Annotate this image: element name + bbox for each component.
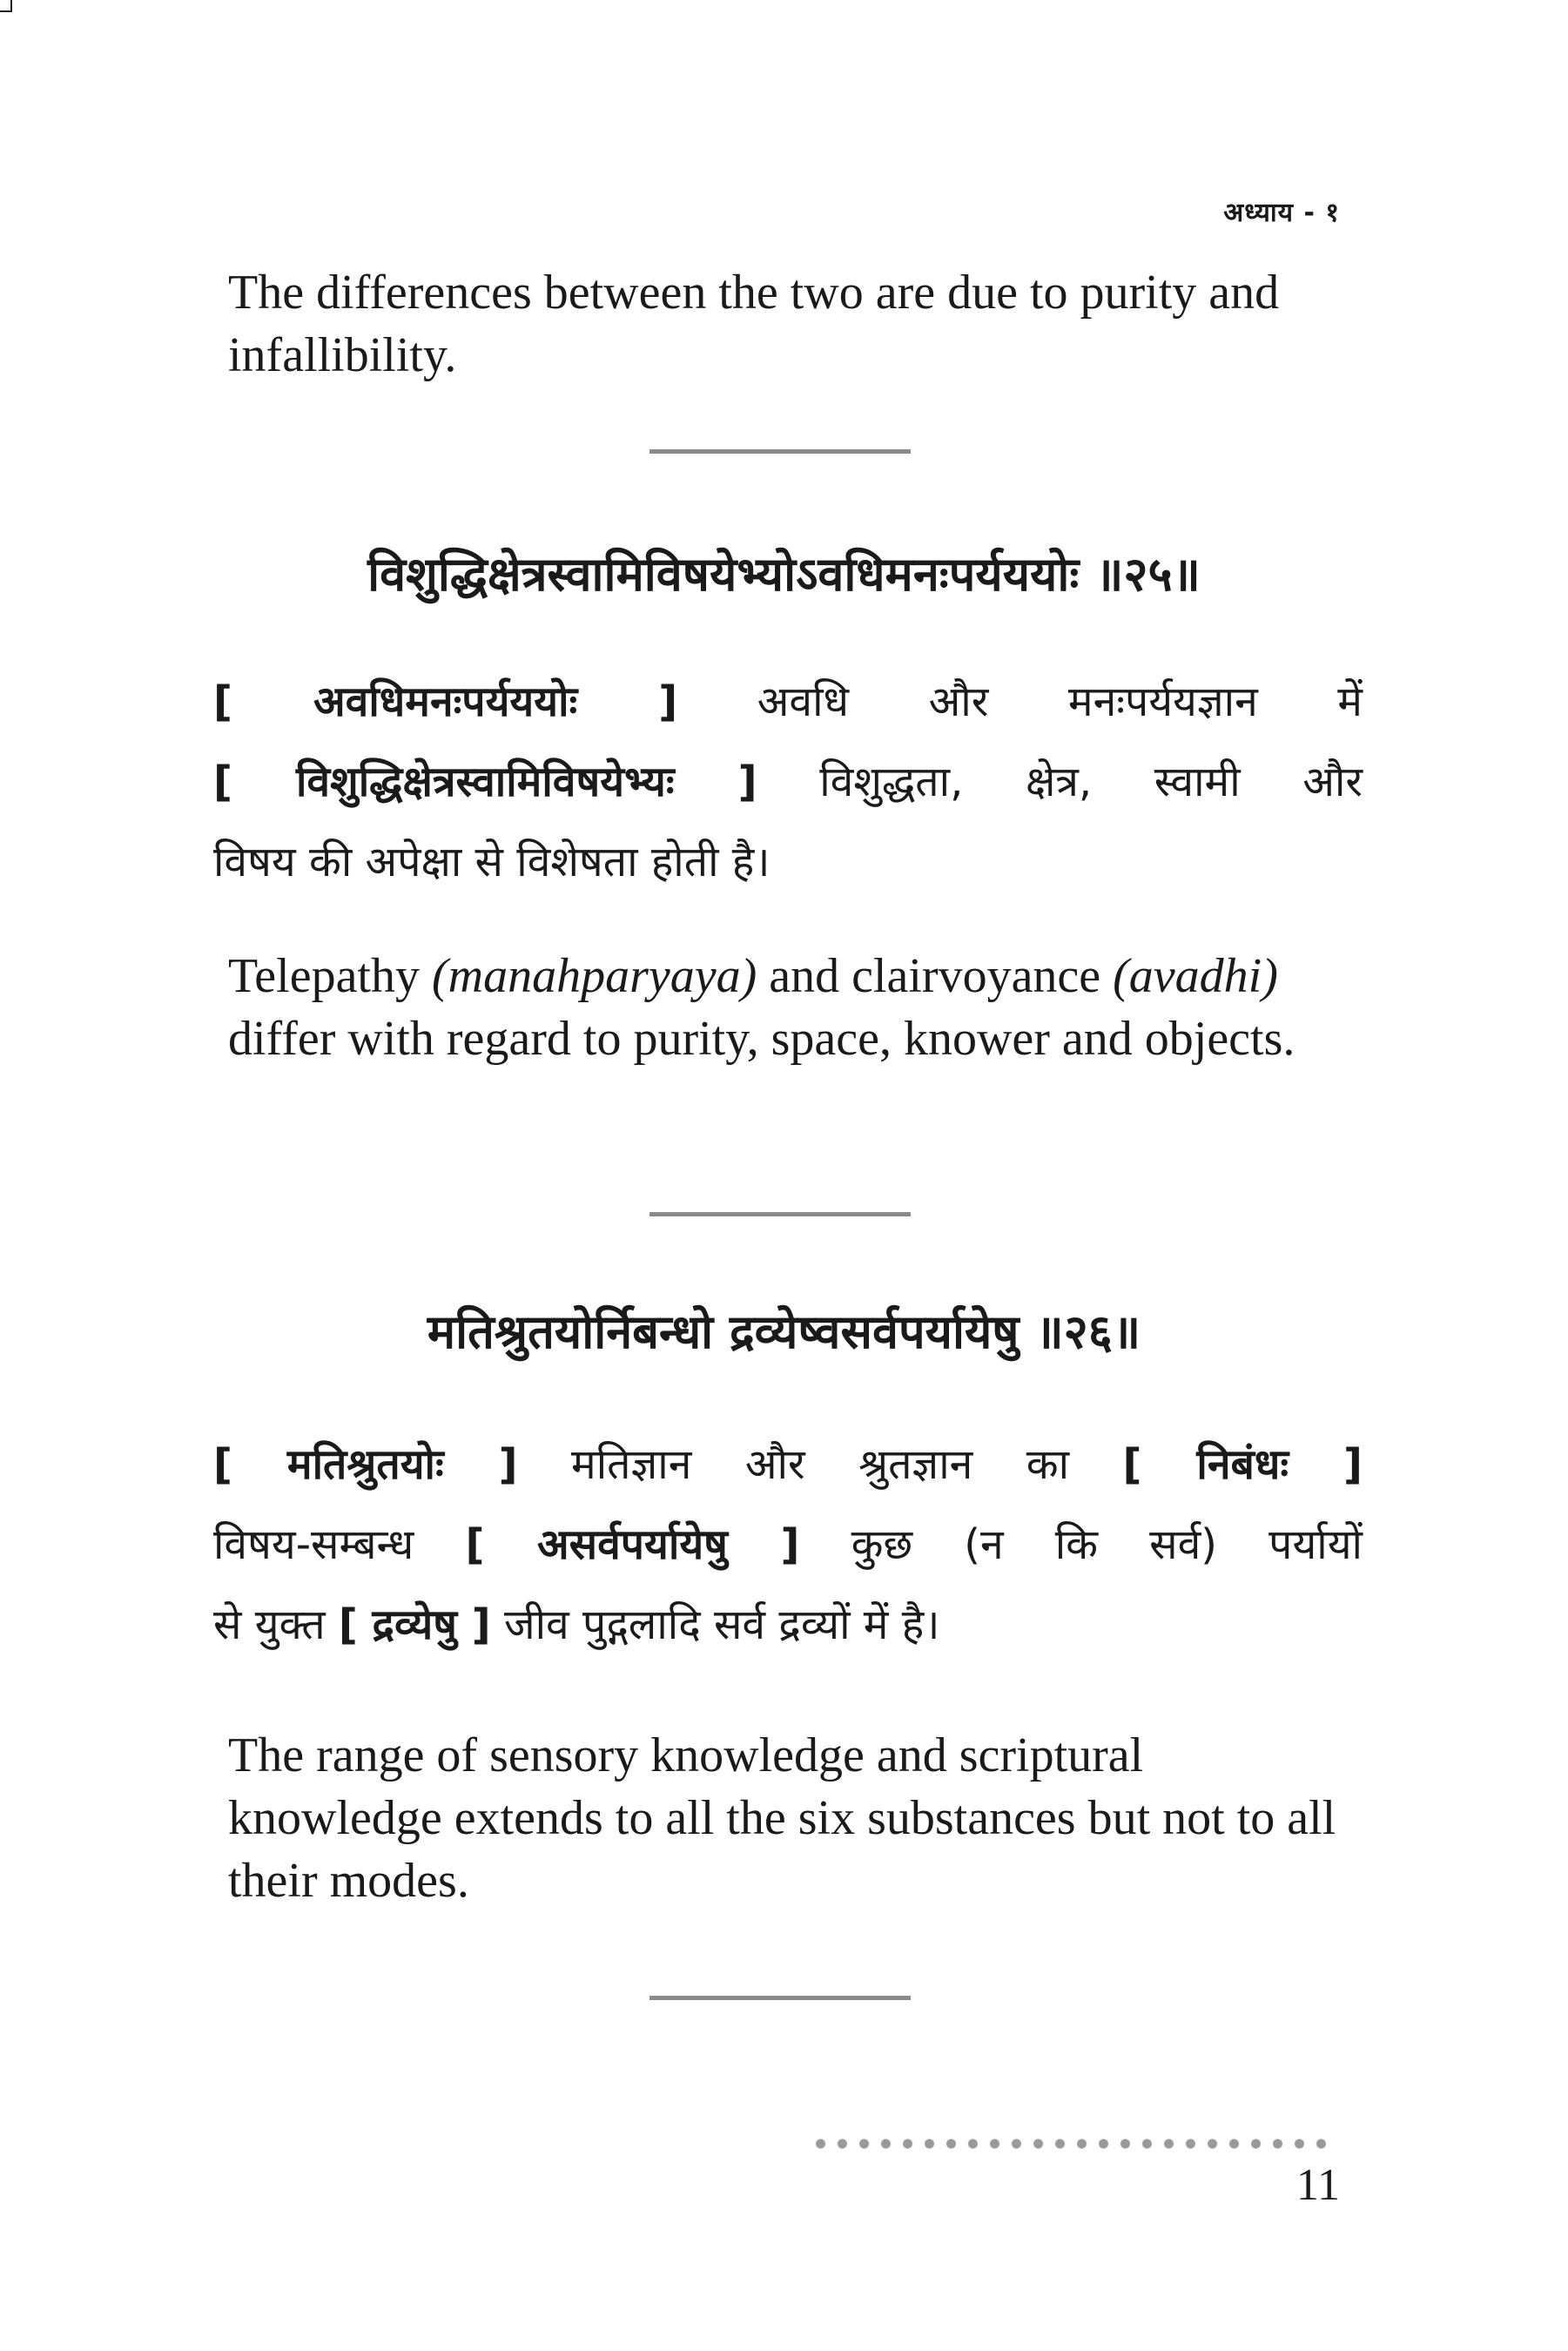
english-text: and clairvoyance — [757, 949, 1114, 1003]
term: [ द्रव्येषु ] — [338, 1600, 491, 1649]
term: [ अवधिमनःपर्यययोः ] — [213, 677, 678, 726]
italic-term: (manahparyaya) — [431, 949, 757, 1003]
sutra-26: मतिश्रुतयोर्निबन्धो द्रव्येष्वसर्वपर्यायेषु ॥२६॥ — [427, 1304, 1141, 1359]
section-divider — [649, 449, 911, 454]
hindi-line: विषय की अपेक्षा से विशेषता होती है। — [213, 838, 771, 886]
term: [ निबंधः ] — [1122, 1440, 1363, 1489]
hindi-line — [213, 1505, 1363, 1585]
english-text: Telepathy — [228, 949, 432, 1003]
term: [ असर्वपर्यायेषु ] — [465, 1520, 800, 1569]
hindi-line — [213, 662, 1363, 742]
hindi-commentary-26 — [213, 1425, 1363, 1665]
english-translation-26: The range of sensory knowledge and scriptural knowledge extends to all the six substances but not to all their modes. — [228, 1728, 1336, 1908]
hindi-text: मतिज्ञान और श्रुतज्ञान का — [517, 1440, 1123, 1489]
section-divider — [649, 1996, 911, 2000]
english-translation-24: The differences between the two are due to purity and infallibility. — [228, 266, 1280, 382]
hindi-text: कुछ (न कि सर्व) पर्यायों — [799, 1520, 1363, 1569]
hindi-line — [213, 742, 1363, 822]
hindi-line — [213, 1585, 1363, 1665]
hindi-text: से युक्त — [213, 1600, 339, 1649]
hindi-commentary-25 — [213, 662, 1363, 902]
english-text: differ with regard to purity, space, knower and objects. — [228, 1012, 1295, 1066]
crop-mark — [10, 0, 12, 12]
term: [ विशुद्धिक्षेत्रस्वामिविषयेभ्यः ] — [213, 758, 757, 806]
section-divider — [649, 1212, 911, 1216]
crop-mark — [0, 10, 10, 12]
sutra-25: विशुद्धिक्षेत्रस्वामिविषयेभ्योऽवधिमनःपर्यययोः ॥२५॥ — [367, 547, 1201, 602]
footer-dot-leader — [810, 2138, 1332, 2150]
hindi-text: अवधि और मनःपर्ययज्ञान में — [677, 677, 1363, 726]
english-translation-25 — [228, 945, 1351, 1070]
hindi-text: विषय-सम्बन्ध — [213, 1520, 466, 1569]
hindi-text: विशुद्धता, क्षेत्र, स्वामी और — [757, 758, 1363, 806]
page-number: 11 — [1295, 2160, 1340, 2210]
running-head: अध्याय - १ — [1223, 198, 1340, 228]
italic-term: (avadhi) — [1113, 949, 1278, 1003]
hindi-text: जीव पुद्गलादि सर्व द्रव्यों में है। — [490, 1600, 940, 1649]
hindi-line — [213, 1425, 1363, 1505]
term: [ मतिश्रुतयोः ] — [213, 1440, 518, 1489]
